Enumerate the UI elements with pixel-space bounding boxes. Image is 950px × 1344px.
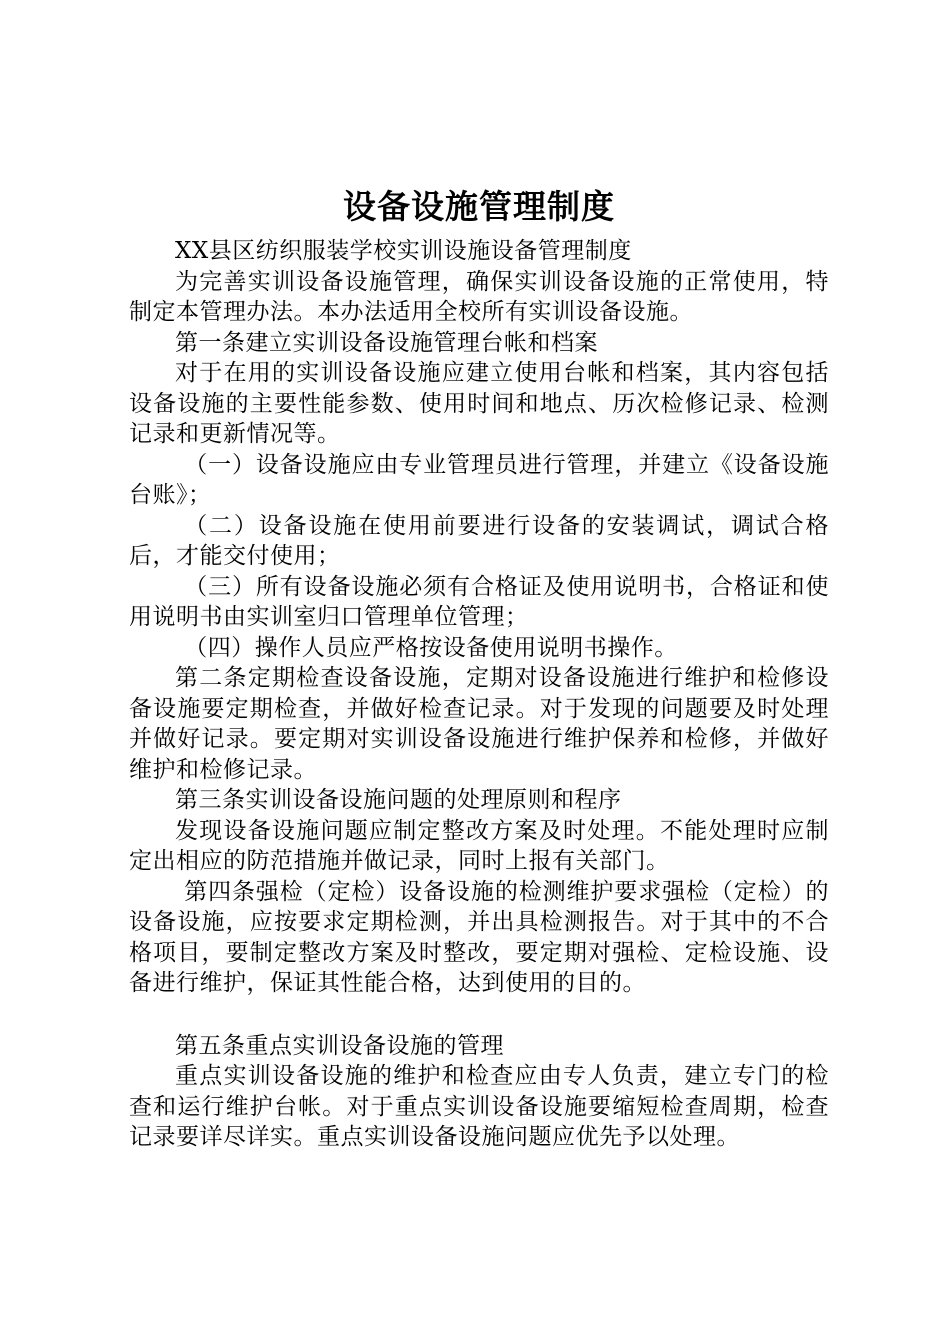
document-title: 设备设施管理制度 (343, 187, 615, 226)
article-3-body: 发现设备设施问题应制定整改方案及时处理。不能处理时应制定出相应的防范措施并做记录，同时上报有关部门。 (129, 817, 829, 874)
document-page (129, 180, 829, 1153)
school-heading: XX县区纺织服装学校实训设施设备管理制度 (175, 238, 632, 264)
article-1-item-2: （二）设备设施在使用前要进行设备的安装调试，调试合格后，才能交付使用； (129, 512, 829, 569)
article-1-item-1: （一）设备设施应由专业管理员进行管理，并建立《设备设施台账》； (129, 451, 829, 508)
article-5-heading: 第五条重点实训设备设施的管理 (175, 1032, 504, 1059)
article-1-body: 对于在用的实训设备设施应建立使用台帐和档案，其内容包括设备设施的主要性能参数、使用时间和地点、历次检修记录、检测记录和更新情况等。 (129, 360, 829, 447)
paragraph-spacer (129, 999, 829, 1031)
article-5-body: 重点实训设备设施的维护和检查应由专人负责，建立专门的检查和运行维护台帐。对于重点实训设备设施要缩短检查周期，检查记录要详尽详实。重点实训设备设施问题应优先予以处理。 (129, 1063, 829, 1150)
article-1-item-4: （四）操作人员应严格按设备使用说明书操作。 (184, 634, 678, 661)
article-1-heading: 第一条建立实训设备设施管理台帐和档案 (175, 329, 598, 356)
article-2-paragraph: 第二条定期检查设备设施，定期对设备设施进行维护和检修设备设施要定期检查，并做好检查记录。对于发现的问题要及时处理并做好记录。要定期对实训设备设施进行维护保养和检修，并做好维护和检修记录。 (129, 665, 829, 783)
article-3-heading: 第三条实训设备设施问题的处理原则和程序 (175, 787, 622, 813)
article-4-paragraph: 第四条强检（定检）设备设施的检测维护要求强检（定检）的设备设施，应按要求定期检测，并出具检测报告。对于其中的不合格项目，要制定整改方案及时整改，要定期对强检、定检设施、设备进行维护，保证其性能合格，达到使用的目的。 (129, 878, 829, 996)
article-1-item-3: （三）所有设备设施必须有合格证及使用说明书，合格证和使用说明书由实训室归口管理单位管理； (129, 573, 829, 630)
intro-paragraph: 为完善实训设备设施管理，确保实训设备设施的正常使用，特制定本管理办法。本办法适用全校所有实训设备设施。 (129, 268, 829, 325)
